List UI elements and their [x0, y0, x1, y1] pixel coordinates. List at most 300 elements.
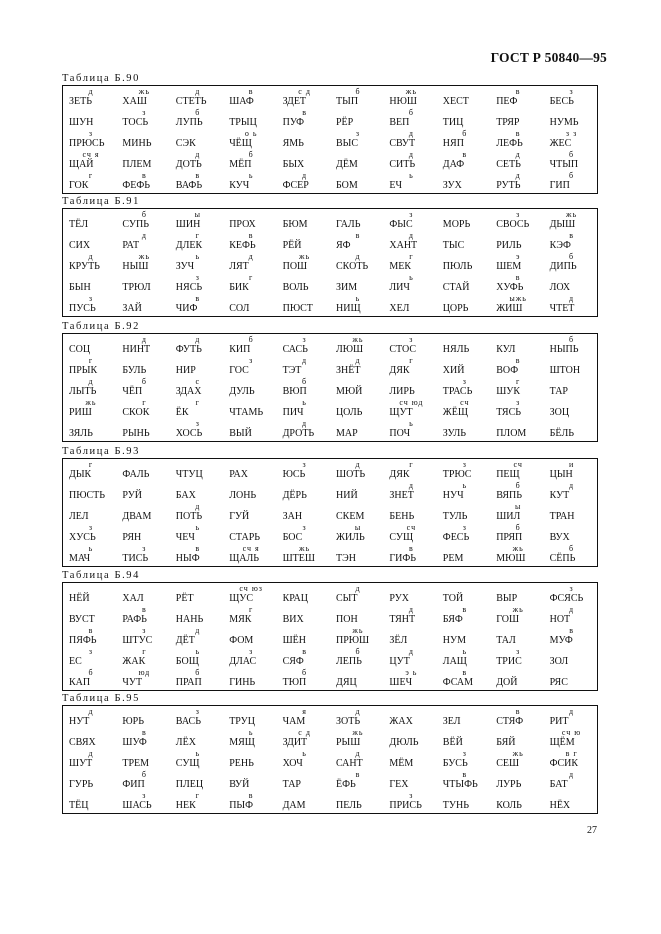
word: ДЯЦ: [336, 677, 357, 688]
table-row: [63, 88, 597, 109]
word: ШЕМ: [496, 261, 522, 272]
word: ЧТЕТ: [549, 303, 575, 314]
word: ЗОЦ: [549, 407, 570, 418]
word: КЭФ: [549, 240, 571, 251]
word: СЯФ: [282, 656, 304, 667]
word: ДЯК: [389, 365, 410, 376]
word: ВЮП: [282, 386, 307, 397]
word-cell: [544, 708, 597, 729]
word: ВОЛЬ: [282, 282, 309, 293]
word: НЯСЬ: [175, 282, 203, 293]
word: ФСЕР: [282, 180, 309, 191]
word: РУЙ: [122, 490, 143, 501]
word-cell: [330, 585, 383, 606]
word-cell: [490, 524, 543, 545]
word-cell: [63, 648, 116, 669]
word-cell: [383, 708, 436, 729]
phonetic-mark: д: [569, 605, 575, 614]
word-cell: [490, 750, 543, 771]
phonetic-mark: б: [515, 523, 521, 532]
phonetic-mark: в: [462, 668, 468, 677]
word: ДАМ: [282, 800, 306, 811]
word: НИР: [175, 365, 196, 376]
word: РУТЬ: [496, 180, 521, 191]
word-cell: [383, 545, 436, 566]
word-cell: [437, 545, 490, 566]
word-cell: [277, 627, 330, 648]
word-cell: [544, 336, 597, 357]
word-cell: [437, 378, 490, 399]
word: ДИПЬ: [549, 261, 577, 272]
word-cell: [170, 130, 223, 151]
phonetic-mark: д: [141, 335, 147, 344]
table-section: [62, 72, 598, 194]
phonetic-mark: д: [141, 231, 147, 240]
phonetic-mark: в: [195, 544, 201, 553]
phonetic-mark: з: [409, 335, 414, 344]
word-cell: [330, 88, 383, 109]
phonetic-mark: д: [248, 252, 254, 261]
word-cell: [330, 708, 383, 729]
phonetic-mark: б: [141, 377, 147, 386]
phonetic-mark: б: [302, 668, 308, 677]
word: МЮШ: [496, 553, 526, 564]
word: ЛАЩ: [442, 656, 467, 667]
word: БЯФ: [442, 614, 463, 625]
phonetic-mark: д: [355, 252, 361, 261]
word-cell: [490, 482, 543, 503]
word: САСЬ: [282, 344, 308, 355]
word-cell: [277, 172, 330, 193]
phonetic-mark: д: [195, 626, 201, 635]
word: ЖИЛЬ: [336, 532, 365, 543]
word-cell: [544, 420, 597, 441]
word: РАТ: [122, 240, 140, 251]
word-cell: [170, 545, 223, 566]
word: ДВАМ: [122, 511, 152, 522]
word-cell: [170, 669, 223, 690]
word-cell: [277, 130, 330, 151]
word-cell: [383, 211, 436, 232]
word: ГУЙ: [229, 511, 250, 522]
word-cell: [330, 729, 383, 750]
phonetic-mark: б: [195, 108, 201, 117]
phonetic-mark: и: [568, 460, 575, 469]
word: ШОТЬ: [336, 469, 366, 480]
word: ВАФЬ: [175, 180, 203, 191]
phonetic-mark: жь: [352, 335, 364, 344]
phonetic-mark: д: [355, 584, 361, 593]
word-cell: [490, 420, 543, 441]
phonetic-mark: з: [302, 335, 307, 344]
table-section: [62, 195, 598, 317]
word-cell: [330, 792, 383, 813]
word: ЗЁЛ: [389, 635, 408, 646]
word: МАР: [336, 428, 358, 439]
phonetic-mark: д: [408, 129, 414, 138]
word-cell: [544, 627, 597, 648]
word: ЮСЬ: [282, 469, 306, 480]
word-cell: [437, 606, 490, 627]
word: ЛОНЬ: [229, 490, 257, 501]
word: ДЛЕК: [175, 240, 203, 251]
word: СЁПЬ: [549, 553, 576, 564]
word: РЕНЬ: [229, 758, 254, 769]
phonetic-mark: б: [248, 335, 254, 344]
phonetic-mark: ь: [462, 647, 468, 656]
word-cell: [63, 503, 116, 524]
word-cell: [437, 708, 490, 729]
phonetic-mark: ь: [248, 171, 254, 180]
word-cell: [116, 771, 169, 792]
word-cell: [437, 295, 490, 316]
word-cell: [116, 295, 169, 316]
word: МЕК: [389, 261, 412, 272]
word-cell: [223, 420, 276, 441]
phonetic-mark: д: [195, 150, 201, 159]
word-cell: [63, 524, 116, 545]
word-cell: [223, 336, 276, 357]
word-cell: [63, 357, 116, 378]
word: НЫШ: [122, 261, 149, 272]
word-cell: [544, 482, 597, 503]
word: БЫН: [69, 282, 91, 293]
word-cell: [383, 750, 436, 771]
word: ПЫФ: [229, 800, 254, 811]
word: ВЯПЬ: [496, 490, 522, 501]
word-cell: [223, 295, 276, 316]
word-cell: [63, 729, 116, 750]
word: ШАСЬ: [122, 800, 152, 811]
word: СЭК: [175, 138, 196, 149]
word-cell: [277, 669, 330, 690]
word: ЧАМ: [282, 716, 306, 727]
word: ЗДЕТ: [282, 96, 307, 107]
word-cell: [437, 172, 490, 193]
word-cell: [223, 378, 276, 399]
phonetic-mark: з: [409, 791, 414, 800]
word: ПЛЕЦ: [175, 779, 204, 790]
word-cell: [544, 378, 597, 399]
word-cell: [437, 253, 490, 274]
word: ПЕЛЬ: [336, 800, 362, 811]
word-cell: [544, 172, 597, 193]
word-cell: [544, 253, 597, 274]
word: ЗЯЛЬ: [69, 428, 93, 439]
word-cell: [223, 172, 276, 193]
phonetic-mark: б: [141, 210, 147, 219]
phonetic-mark: в: [409, 544, 414, 553]
word: ЗЕТЬ: [69, 96, 92, 107]
word-cell: [544, 503, 597, 524]
phonetic-mark: д: [355, 460, 361, 469]
word: ДАФ: [442, 159, 465, 170]
word-cell: [383, 399, 436, 420]
word: ЯФ: [336, 240, 351, 251]
table-row: [63, 771, 597, 792]
table-box: [62, 705, 598, 814]
phonetic-mark: в: [302, 108, 307, 117]
word: ПРЮСЬ: [69, 138, 105, 149]
table-row: [63, 253, 597, 274]
word: ЩУТ: [389, 407, 413, 418]
word: ЗИМ: [336, 282, 358, 293]
word-cell: [383, 357, 436, 378]
phonetic-mark: д: [195, 335, 201, 344]
word: ЛЫТЬ: [69, 386, 97, 397]
phonetic-mark: г: [409, 252, 414, 261]
phonetic-mark: сч: [513, 460, 523, 469]
word-cell: [116, 627, 169, 648]
word-cell: [170, 708, 223, 729]
word: СТЕТЬ: [175, 96, 207, 107]
word: ДЁТ: [175, 635, 195, 646]
phonetic-mark: в: [355, 770, 361, 779]
phonetic-mark: в: [355, 231, 361, 240]
phonetic-mark: сч: [460, 398, 470, 407]
word: ШАФ: [229, 96, 254, 107]
word: РЁР: [336, 117, 354, 128]
word: ЧЕЧ: [175, 532, 195, 543]
word-cell: [490, 771, 543, 792]
phonetic-mark: з: [516, 647, 521, 656]
word-cell: [277, 729, 330, 750]
phonetic-mark: жь: [85, 398, 97, 407]
word: НЯЛЬ: [442, 344, 470, 355]
word: ТРИС: [496, 656, 522, 667]
word-cell: [544, 109, 597, 130]
word-cell: [170, 627, 223, 648]
phonetic-mark: б: [569, 171, 575, 180]
word-cell: [437, 399, 490, 420]
word-cell: [223, 482, 276, 503]
word-cell: [116, 151, 169, 172]
word: СКОК: [122, 407, 150, 418]
phonetic-mark: б: [569, 335, 575, 344]
word-cell: [383, 648, 436, 669]
phonetic-mark: з: [409, 210, 414, 219]
word: ФСЯСЬ: [549, 593, 584, 604]
word-cell: [63, 585, 116, 606]
word: НУМЬ: [549, 117, 579, 128]
phonetic-mark: з: [355, 129, 361, 138]
word-cell: [63, 708, 116, 729]
word-cell: [383, 253, 436, 274]
word-cell: [383, 378, 436, 399]
word-cell: [544, 295, 597, 316]
word-cell: [170, 336, 223, 357]
word-cell: [437, 648, 490, 669]
word-cell: [383, 792, 436, 813]
word-cell: [490, 606, 543, 627]
phonetic-mark: д: [88, 377, 94, 386]
word: РЯН: [122, 532, 142, 543]
word-cell: [116, 750, 169, 771]
word: ЧТАМЬ: [229, 407, 264, 418]
phonetic-mark: в: [142, 605, 147, 614]
word-cell: [437, 482, 490, 503]
phonetic-mark: з: [142, 108, 147, 117]
word: МЯК: [229, 614, 252, 625]
phonetic-mark: жь: [299, 544, 311, 553]
word: ХОЧ: [282, 758, 303, 769]
word-cell: [223, 88, 276, 109]
phonetic-mark: б: [88, 668, 94, 677]
word: ПИЧ: [282, 407, 304, 418]
phonetic-mark: в: [142, 171, 147, 180]
phonetic-mark: з: [88, 647, 94, 656]
word: ПЕЩ: [496, 469, 520, 480]
table-row: [63, 750, 597, 771]
word-cell: [544, 399, 597, 420]
word-cell: [330, 669, 383, 690]
word-cell: [490, 336, 543, 357]
word-cell: [277, 648, 330, 669]
word: ЗУЧ: [175, 261, 195, 272]
word-cell: [170, 792, 223, 813]
phonetic-mark: з: [195, 707, 200, 716]
word: БОС: [282, 532, 303, 543]
word: ШИН: [175, 219, 201, 230]
word: ТАР: [549, 386, 568, 397]
word: ФЫС: [389, 219, 413, 230]
word: ЖАХ: [389, 716, 413, 727]
word: МЁП: [229, 159, 252, 170]
word-cell: [383, 420, 436, 441]
word: ПОЧ: [389, 428, 411, 439]
word-cell: [116, 482, 169, 503]
word-cell: [223, 648, 276, 669]
word-cell: [383, 524, 436, 545]
phonetic-mark: ь: [248, 728, 254, 737]
word-cell: [170, 151, 223, 172]
table-row: [63, 357, 597, 378]
phonetic-mark: ы: [194, 210, 201, 219]
word: ЗУХ: [442, 180, 462, 191]
word-cell: [277, 336, 330, 357]
word-cell: [223, 792, 276, 813]
word: ЗНЕТ: [389, 490, 414, 501]
word-cell: [170, 211, 223, 232]
word: ШИЛ: [496, 511, 521, 522]
word: ВУХ: [549, 532, 570, 543]
word: ГАЛЬ: [336, 219, 361, 230]
phonetic-mark: сч юз: [239, 584, 263, 593]
phonetic-mark: в: [515, 87, 521, 96]
word: СТЯФ: [496, 716, 524, 727]
word-cell: [116, 585, 169, 606]
word-cell: [437, 771, 490, 792]
word-cell: [223, 130, 276, 151]
word: ЛУРЬ: [496, 779, 522, 790]
phonetic-mark: ь: [409, 273, 414, 282]
word: МЮЙ: [336, 386, 363, 397]
word-cell: [170, 503, 223, 524]
word-cell: [330, 232, 383, 253]
word: ПОШ: [282, 261, 308, 272]
word: ФИП: [122, 779, 145, 790]
word-cell: [490, 232, 543, 253]
word-cell: [330, 172, 383, 193]
word: ЩАЛЬ: [229, 553, 260, 564]
word: ЕЧ: [389, 180, 402, 191]
word: ШУТ: [69, 758, 93, 769]
word-cell: [490, 211, 543, 232]
word-cell: [277, 420, 330, 441]
phonetic-mark: жь: [512, 749, 524, 758]
word: МЁМ: [389, 758, 414, 769]
word-cell: [383, 771, 436, 792]
phonetic-mark: д: [88, 707, 94, 716]
word: ЛЕФЬ: [496, 138, 523, 149]
word: ФУТЬ: [175, 344, 202, 355]
word-cell: [63, 151, 116, 172]
phonetic-mark: з: [569, 87, 574, 96]
word: ШЁН: [282, 635, 307, 646]
phonetic-mark: д: [88, 87, 94, 96]
word-cell: [63, 792, 116, 813]
phonetic-mark: з: [88, 129, 94, 138]
table-row: [63, 151, 597, 172]
table-caption: Таблица Б.90: [62, 73, 141, 84]
word: СУЩ: [175, 758, 200, 769]
word: МУФ: [549, 635, 573, 646]
word-cell: [490, 172, 543, 193]
phonetic-mark: д: [408, 605, 414, 614]
word-cell: [63, 420, 116, 441]
word: ЗДИТ: [282, 737, 308, 748]
word: РАХ: [229, 469, 248, 480]
word: НУТ: [69, 716, 90, 727]
word-cell: [330, 482, 383, 503]
word-cell: [383, 295, 436, 316]
phonetic-mark: б: [195, 668, 201, 677]
word-cell: [277, 461, 330, 482]
word-cell: [383, 151, 436, 172]
word-cell: [170, 524, 223, 545]
word-cell: [277, 545, 330, 566]
word: ЕС: [69, 656, 82, 667]
phonetic-mark: жь: [352, 626, 364, 635]
word: ГУРЬ: [69, 779, 94, 790]
word-cell: [544, 648, 597, 669]
word-cell: [437, 461, 490, 482]
word: НИЩ: [336, 303, 361, 314]
table-row: [63, 503, 597, 524]
word-cell: [170, 461, 223, 482]
word: ФСАМ: [442, 677, 473, 688]
word-cell: [490, 295, 543, 316]
word-cell: [223, 503, 276, 524]
word-cell: [544, 211, 597, 232]
word-cell: [170, 771, 223, 792]
phonetic-mark: д: [515, 171, 521, 180]
word: ЧЁЩ: [229, 138, 252, 149]
word: ФЕСЬ: [442, 532, 470, 543]
phonetic-mark: ь: [355, 294, 361, 303]
word: ШУН: [69, 117, 94, 128]
word-cell: [330, 545, 383, 566]
word-cell: [170, 750, 223, 771]
phonetic-mark: б: [355, 87, 361, 96]
word: ПРИСЬ: [389, 800, 422, 811]
word-cell: [223, 253, 276, 274]
word: БЮМ: [282, 219, 308, 230]
word-cell: [63, 378, 116, 399]
word: СОЦ: [69, 344, 91, 355]
word-cell: [383, 729, 436, 750]
word-cell: [116, 729, 169, 750]
